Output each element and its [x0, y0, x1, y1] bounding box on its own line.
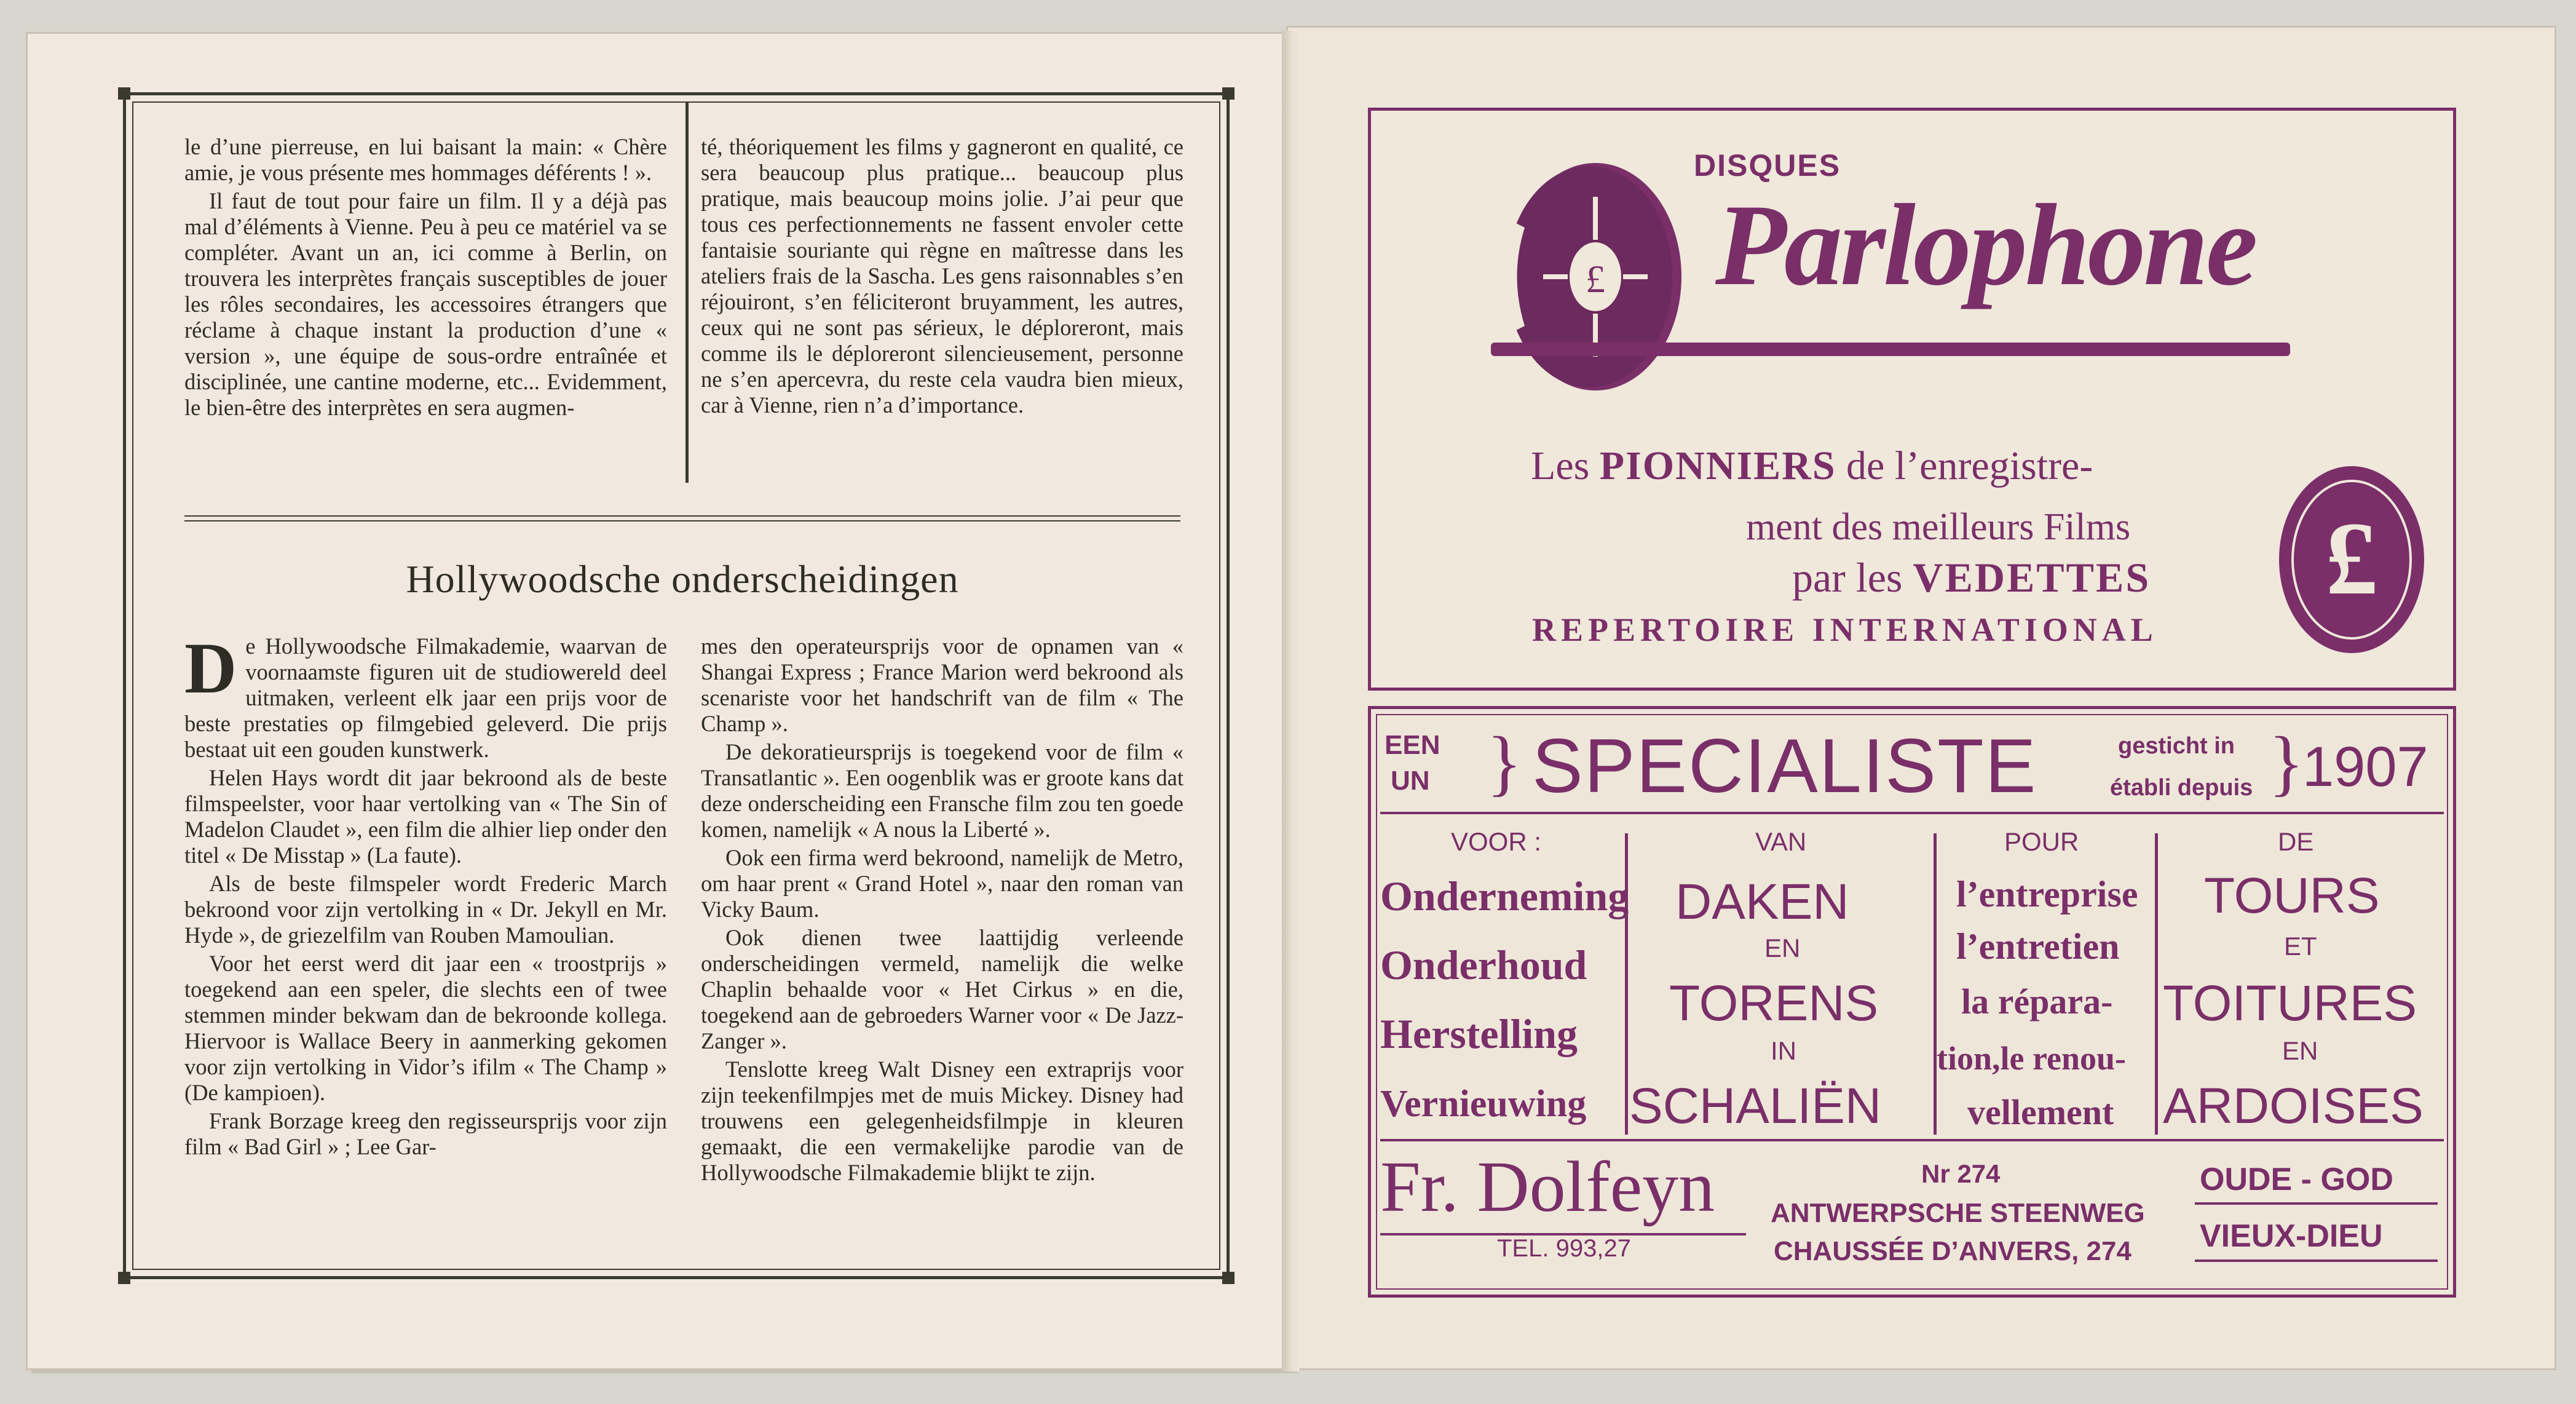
- service-renouvellement: tion,le renou-: [1937, 1040, 2126, 1077]
- toitures-label: TOITURES: [2163, 975, 2417, 1031]
- un-label: UN: [1391, 766, 1430, 796]
- paragraph: Voor het eerst werd dit jaar een « troostprijs » toegekend aan een speler, die slechts een of twee stemmen minder bekwam dan de bekroonde kollega. Hiervoor is Wallace Beery in aanmerking gekomen voor zijn vertolking in Vidor’s ifilm « The Champ » (De kampioen).: [184, 951, 667, 1105]
- service-vellement: vellement: [1967, 1092, 2114, 1132]
- tours-label: TOURS: [2204, 868, 2380, 924]
- logotype-underline: [1491, 343, 2290, 356]
- service-entretien: l’entretien: [1956, 926, 2120, 967]
- specialiste-title: SPECIALISTE: [1532, 724, 2037, 809]
- town-underline: [2195, 1202, 2438, 1205]
- text-span: Les: [1531, 443, 1600, 488]
- films-line: ment des meilleurs Films: [1746, 506, 2131, 548]
- gesticht-label: gesticht in: [2118, 733, 2235, 759]
- column-divider: [2155, 833, 2158, 1135]
- town-vieux-dieu: VIEUX-DIEU: [2200, 1218, 2383, 1254]
- paragraph: De dekoratieursprijs is toegekend voor de film « Transatlantic ». Een oogenblik was er groote kans dat deze onderscheiding een Fransche film zou ten goede komen, namelijk « A nous la Liberté ».: [701, 739, 1183, 842]
- article-column-4: [701, 633, 1183, 1188]
- paragraph: mes den operateursprijs voor de opnamen van « Shangai Express ; France Marion werd bekroond als scenariste voor het handschrift van de film « The Champ ».: [701, 633, 1183, 736]
- en-label: EN: [1764, 934, 1801, 962]
- paragraph: le d’une pierreuse, en lui baisant la main: « Chère amie, je vous présente mes hommages déférents ! ».: [184, 134, 667, 185]
- column-divider: [685, 101, 689, 483]
- voor-label: VOOR :: [1451, 827, 1542, 856]
- disques-label: DISQUES: [1694, 148, 1841, 183]
- brace-icon: }: [2269, 721, 2304, 803]
- town-underline: [2195, 1259, 2438, 1262]
- parlophone-emblem-icon: [2278, 464, 2425, 655]
- torens-label: TORENS: [1669, 975, 1879, 1031]
- vedettes-line: [1792, 553, 2151, 602]
- article-column-3: [184, 628, 667, 1162]
- et-label: ET: [2284, 932, 2317, 961]
- paragraph: Ook een firma werd bekroond, namelijk de Metro, om haar prent « Grand Hotel », naar den roman van Vicky Baum.: [701, 845, 1183, 922]
- in-label: IN: [1771, 1036, 1796, 1065]
- paragraph: e Hollywoodsche Filmakademie, waarvan de voornaamste figuren uit de studiowereld deel uitmaken, verleent elk jaar een prijs voor de beste prestaties op filmgebied geleverd. Die prijs bestaat uit een gouden kunstwerk.: [184, 633, 667, 762]
- section-rule: [184, 515, 1180, 522]
- paragraph: Ook dienen twee laattijdig verleende onderscheidingen vermeld, namelijk die welke Chaplin behaalde voor « Het Cirkus » en die, toegekend aan de gebroeders Warner voor « De Jazz-Zanger ».: [701, 925, 1183, 1053]
- company-name: Fr. Dolfeyn: [1380, 1146, 1715, 1227]
- emblem-letter: £: [2325, 501, 2378, 616]
- daken-label: DAKEN: [1675, 874, 1849, 930]
- en-label: EN: [2282, 1036, 2318, 1065]
- de-label: DE: [2278, 827, 2314, 856]
- frame-corner-ornament: [1222, 87, 1235, 100]
- service-entreprise: l’entreprise: [1956, 874, 2138, 914]
- book-gutter: [1282, 31, 1299, 1371]
- service-onderneming: Onderneming: [1380, 873, 1629, 919]
- text-span: par les: [1792, 554, 1913, 601]
- year-1907: 1907: [2302, 736, 2428, 798]
- header-rule: [1380, 812, 2444, 814]
- service-vernieuwing: Vernieuwing: [1380, 1083, 1587, 1125]
- pionniers-line: [1531, 443, 2093, 490]
- schalien-label: SCHALIËN: [1629, 1078, 1882, 1134]
- ardoises-label: ARDOISES: [2163, 1078, 2424, 1134]
- record-disc-icon: [1488, 148, 1697, 406]
- frame-corner-ornament: [1222, 1272, 1235, 1284]
- town-oude-god: OUDE - GOD: [2200, 1162, 2393, 1197]
- frame-corner-ornament: [118, 87, 130, 100]
- paragraph: Helen Hays wordt dit jaar bekroond als de beste filmspeelster, voor haar vertolking van « The Sin of Madelon Claudet », een film die alhier liep onder den titel « De Misstap » (La faute).: [184, 765, 667, 868]
- van-label: VAN: [1755, 827, 1807, 856]
- text-span: de l’enregistre-: [1836, 443, 2093, 488]
- article-column-1: [184, 134, 667, 423]
- telephone: TEL. 993,27: [1497, 1235, 1631, 1262]
- column-divider: [1934, 833, 1937, 1135]
- article-headline: Hollywoodsche onderscheidingen: [406, 557, 959, 601]
- pour-label: POUR: [2004, 827, 2079, 856]
- paragraph: Il faut de tout pour faire un film. Il y a déjà pas mal d’éléments à Vienne. Peu à peu ce matériel va se compléter. Avant un an, ici comme à Berlin, on trouvera les interprètes français susceptibles de jouer les rôles secondaires, les accessoires étrangers que réclame à chaque instant la production d’une « version », une équipe de sous-ordre entraînée et disciplinée, une cantine moderne, etc... Evidemment, le bien-être des interprètes en sera augmen-: [184, 188, 667, 420]
- repertoire-line: REPERTOIRE INTERNATIONAL: [1532, 611, 2158, 648]
- article-column-2: [701, 134, 1183, 421]
- street-number: Nr 274: [1921, 1159, 2001, 1188]
- brace-icon: }: [1487, 721, 1522, 803]
- frame-corner-ornament: [118, 1272, 130, 1284]
- pionniers-word: PIONNIERS: [1599, 443, 1836, 488]
- street-nl: ANTWERPSCHE STEENWEG: [1771, 1198, 2145, 1228]
- service-reparation: la répara-: [1961, 982, 2113, 1021]
- vedettes-word: VEDETTES: [1913, 554, 2151, 601]
- paragraph: Frank Borzage kreeg den regisseursprijs voor zijn film « Bad Girl » ; Lee Gar-: [184, 1108, 667, 1159]
- footer-rule: [1380, 1139, 2444, 1141]
- service-onderhoud: Onderhoud: [1380, 942, 1587, 988]
- paragraph: Tenslotte kreeg Walt Disney een extraprijs voor zijn teekenfilmpjes met de muis Mickey. Disney had trouwens een gelegenheidsfilmpje in kleuren gemaakt, die een vermakelijke parodie van de Hollywoodsche Filmakademie blijkt te zijn.: [701, 1057, 1183, 1185]
- paragraph: Als de beste filmspeler wordt Frederic March bekroond voor zijn vertolking in « Dr. Jekyll en Mr. Hyde », de griezelfilm van Rouben Mamoulian.: [184, 871, 667, 948]
- street-fr: CHAUSSÉE D’ANVERS, 274: [1774, 1236, 2132, 1266]
- een-label: EEN: [1385, 730, 1440, 760]
- service-herstelling: Herstelling: [1380, 1010, 1578, 1057]
- svg-text:£: £: [1586, 257, 1605, 301]
- paragraph: té, théoriquement les films y gagneront en qualité, ce sera beaucoup plus pratique... beaucoup plus pratique, mais beaucoup moins jolie. J’ai peur que tous ces perfectionnements ne fassent envoler cette fantaisie souriante qui règne en maîtresse dans les ateliers frais de la Sascha. Les gens raisonnables s’en réjouiront, s’en féliciteront bruyamment, les autres, ceux qui ne sont pas sérieux, le déploreront, mais comme ils le déploreront silencieusement, personne ne s’en apercevra, du reste cela vaudra bien mieux, car à Vienne, rien n’a d’importance.: [701, 134, 1183, 418]
- parlophone-logotype: Parlophone: [1715, 181, 2256, 310]
- drop-cap: D: [184, 628, 237, 708]
- etabli-label: établi depuis: [2110, 775, 2253, 801]
